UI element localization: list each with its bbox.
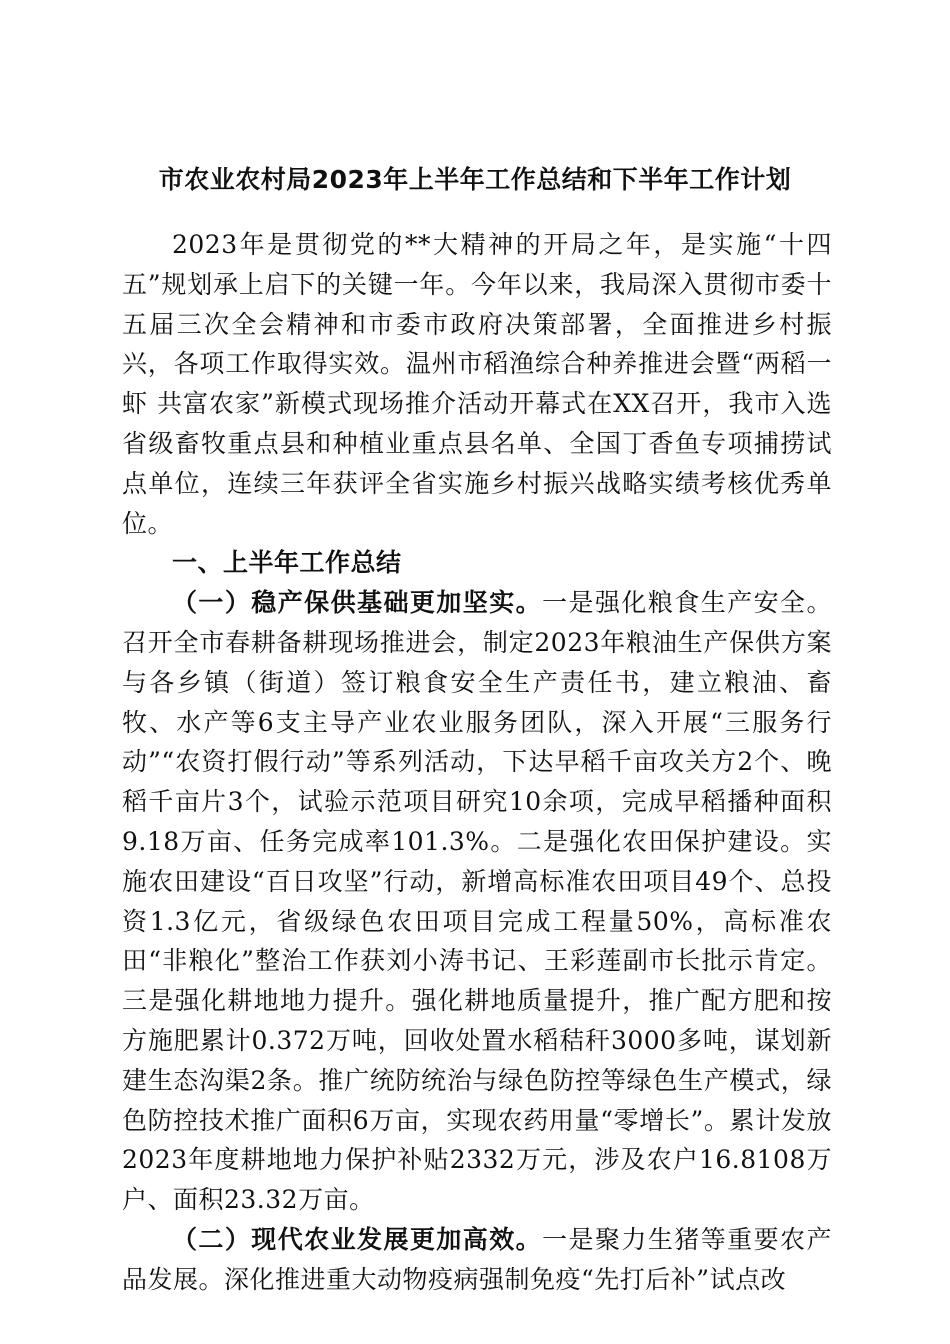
- section-heading-first-half-summary: 一、上半年工作总结: [172, 548, 402, 578]
- subsection-2-heading: （二）现代农业发展更加高效。: [172, 1224, 543, 1254]
- intro-paragraph: 2023年是贯彻党的**大精神的开局之年，是实施“十四五”规划承上启下的关键一年。今年以来，我局深入贯彻市委十五届三次全会精神和市委市政府决策部署，全面推进乡村振兴，各项工作取得实效。温州市稻渔综合种养推进会暨“两稻一虾 共富农家”新模式现场推介活动开幕式在XX召开，我市入选省级畜牧重点县和种植业重点县名单、全国丁香鱼专项捕捞试点单位，连续三年获评全省实施乡村振兴战略实绩考核优秀单位。: [122, 230, 832, 538]
- document-title: 市农业农村局2023年上半年工作总结和下半年工作计划: [158, 165, 792, 194]
- document-body: [122, 225, 832, 1300]
- subsection-2-paragraph: [122, 1220, 832, 1300]
- subsection-1-heading: （一）稳产保供基础更加坚实。: [172, 588, 543, 618]
- subsection-1-paragraph: [122, 583, 832, 1220]
- subsection-2-text: 一是聚力生猪等重要农产品发展。深化推进重大动物疫病强制免疫“先打后补”试点改: [122, 1224, 832, 1294]
- subsection-1-text: 一是强化粮食生产安全。召开全市春耕备耕现场推进会，制定2023年粮油生产保供方案与各乡镇（街道）签订粮食安全生产责任书，建立粮油、畜牧、水产等6支主导产业农业服务团队，深入开展“三服务行动”“农资打假行动”等系列活动，下达早稻千亩攻关方2个、晚稻千亩片3个，试验示范项目研究10余项，完成早稻播种面积9.18万亩、任务完成率101.3%。二是强化农田保护建设。实施农田建设“百日攻坚”行动，新增高标准农田项目49个、总投资1.3亿元，省级绿色农田项目完成工程量50%，高标准农田“非粮化”整治工作获刘小涛书记、王彩莲副市长批示肯定。三是强化耕地地力提升。强化耕地质量提升，推广配方肥和按方施肥累计0.372万吨，回收处置水稻秸秆3000多吨，谋划新建生态沟渠2条。推广统防统治与绿色防控等绿色生产模式，绿色防控技术推广面积6万亩，实现农药用量“零增长”。累计发放2023年度耕地地力保护补贴2332万元，涉及农户16.8108万户、面积23.32万亩。: [122, 588, 832, 1215]
